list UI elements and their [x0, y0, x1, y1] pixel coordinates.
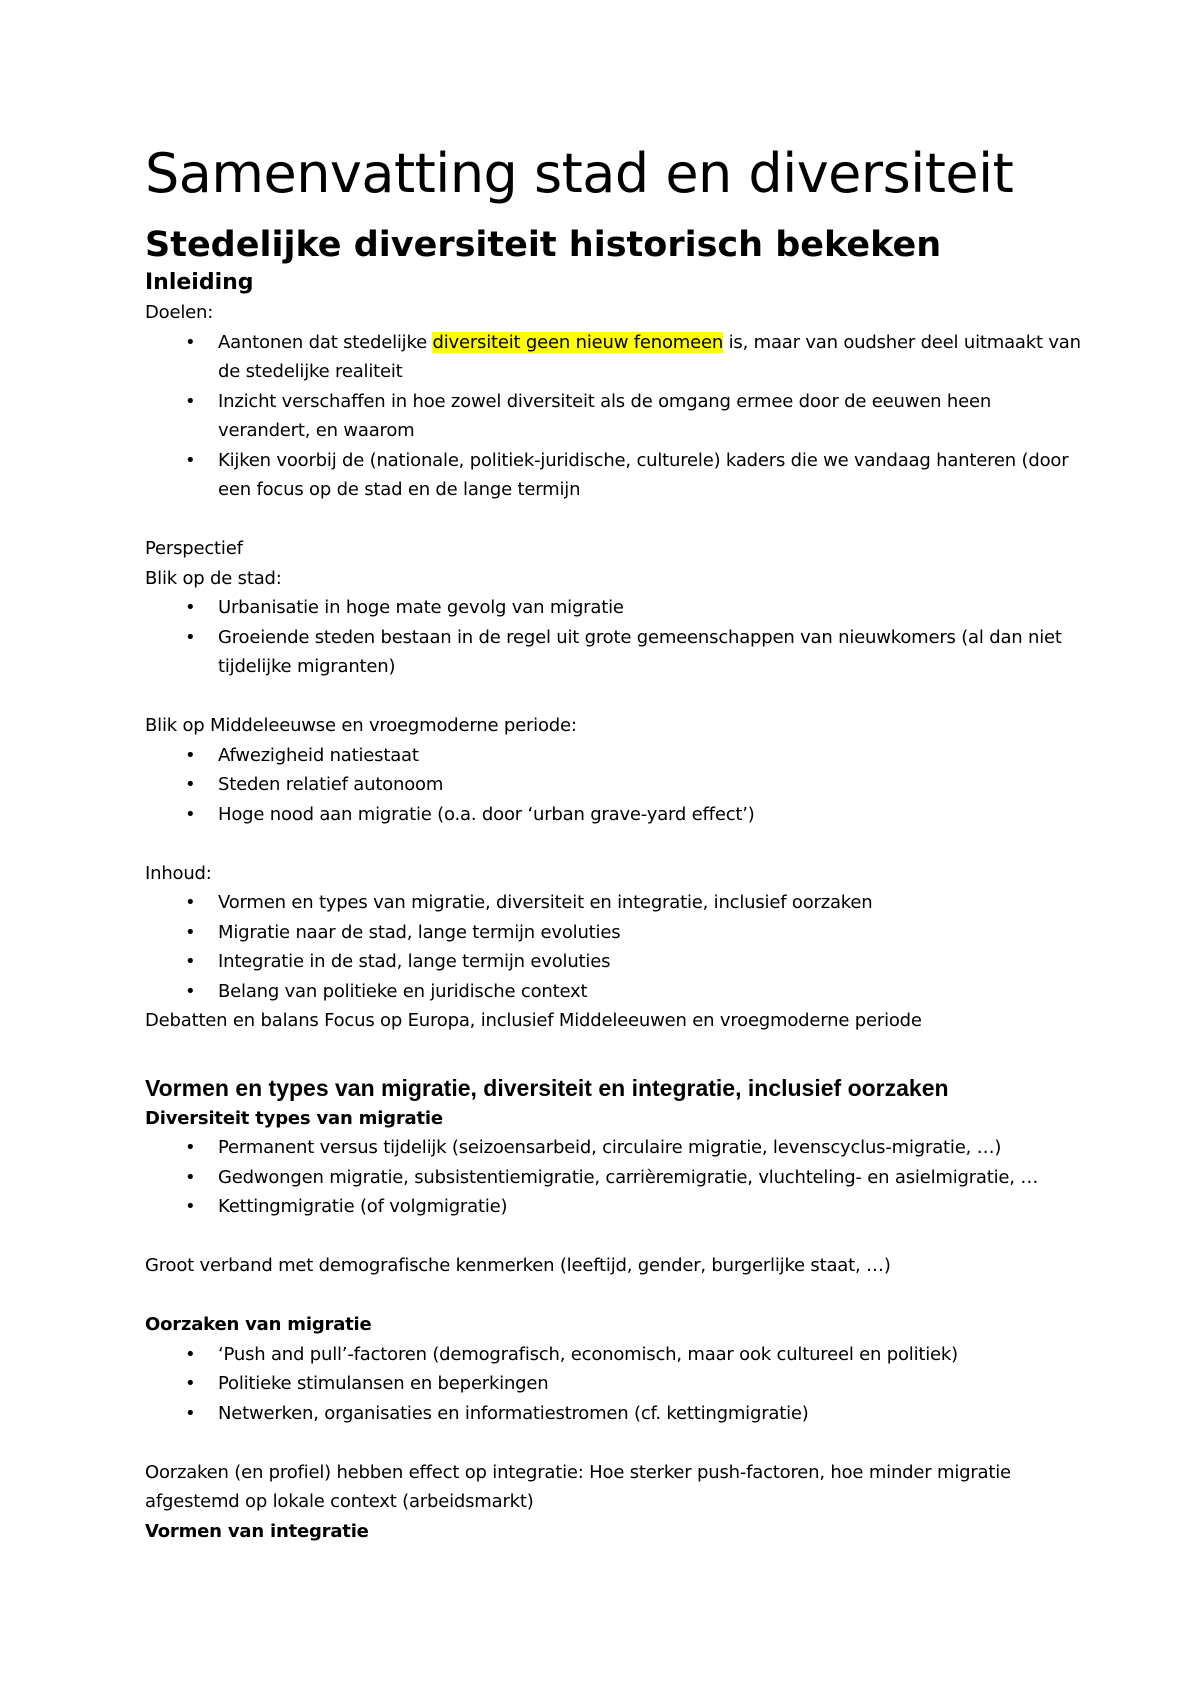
list-item: • ‘Push and pull’-factoren (demografisch, economisch, maar ook cultureel en politiek) [145, 1340, 1085, 1370]
list-item: • Inzicht verschaffen in hoe zowel diversiteit als de omgang ermee door de eeuwen heen verandert, en waarom [145, 387, 1085, 446]
list-item: • Gedwongen migratie, subsistentiemigratie, carrièremigratie, vluchteling- en asielmigratie, … [145, 1163, 1085, 1193]
list-item: • Kettingmigratie (of volgmigratie) [145, 1192, 1085, 1222]
list-item: • Politieke stimulansen en beperkingen [145, 1369, 1085, 1399]
list-item: • Aantonen dat stedelijke diversiteit geen nieuw fenomeen is, maar van oudsher deel uitmaakt van de stedelijke realiteit [145, 328, 1085, 387]
section-heading: Stedelijke diversiteit historisch bekeken [145, 225, 942, 265]
document-page [145, 140, 1085, 1546]
list-blik-stad [145, 593, 1085, 682]
highlighted-text: diversiteit geen nieuw fenomeen [432, 331, 724, 353]
list-item: • Integratie in de stad, lange termijn evoluties [145, 947, 1085, 977]
list-item: • Urbanisatie in hoge mate gevolg van migratie [145, 593, 1085, 623]
list-inhoud [145, 888, 1085, 1006]
list-item: • Hoge nood aan migratie (o.a. door ‘urban grave-yard effect’) [145, 800, 1085, 830]
label-inhoud: Inhoud: [145, 862, 212, 884]
label-oorzaken: Oorzaken van migratie [145, 1314, 372, 1335]
list-oorzaken [145, 1340, 1085, 1429]
label-doelen: Doelen: [145, 302, 214, 323]
subsection-heading-inleiding: Inleiding [145, 270, 254, 295]
list-item: • Afwezigheid natiestaat [145, 741, 1085, 771]
list-types [145, 1133, 1085, 1222]
list-blik-periode [145, 741, 1085, 830]
label-perspectief: Perspectief [145, 538, 243, 559]
list-item: • Migratie naar de stad, lange termijn evoluties [145, 918, 1085, 948]
list-doelen [145, 328, 1085, 505]
paragraph-debatten: Debatten en balans Focus op Europa, inclusief Middeleeuwen en vroegmoderne periode [145, 1010, 922, 1031]
label-types: Diversiteit types van migratie [145, 1107, 443, 1129]
list-item: • Permanent versus tijdelijk (seizoensarbeid, circulaire migratie, levenscyclus-migratie, …) [145, 1133, 1085, 1163]
label-blik-stad: Blik op de stad: [145, 567, 282, 589]
subsection-heading-vormen: Vormen en types van migratie, diversiteit en integratie, inclusief oorzaken [145, 1074, 949, 1101]
list-item: • Netwerken, organisaties en informatiestromen (cf. kettingmigratie) [145, 1399, 1085, 1429]
label-integratie: Vormen van integratie [145, 1520, 369, 1542]
label-blik-periode: Blik op Middeleeuwse en vroegmoderne periode: [145, 715, 577, 736]
list-item: • Kijken voorbij de (nationale, politiek-juridische, culturele) kaders die we vandaag hanteren (door een focus op de stad en de lange termijn [145, 446, 1085, 505]
paragraph-effect: Oorzaken (en profiel) hebben effect op integratie: Hoe sterker push-factoren, hoe minder migratie afgestemd op lokale context (arbeidsmarkt) [145, 1461, 1011, 1512]
document-title: Samenvatting stad en diversiteit [145, 142, 1014, 205]
list-item: • Steden relatief autonoom [145, 770, 1085, 800]
paragraph-verband: Groot verband met demografische kenmerken (leeftijd, gender, burgerlijke staat, …) [145, 1255, 891, 1276]
list-item: • Vormen en types van migratie, diversiteit en integratie, inclusief oorzaken [145, 888, 1085, 918]
list-item: • Belang van politieke en juridische context [145, 977, 1085, 1007]
list-item: • Groeiende steden bestaan in de regel uit grote gemeenschappen van nieuwkomers (al dan niet tijdelijke migranten) [145, 623, 1085, 682]
